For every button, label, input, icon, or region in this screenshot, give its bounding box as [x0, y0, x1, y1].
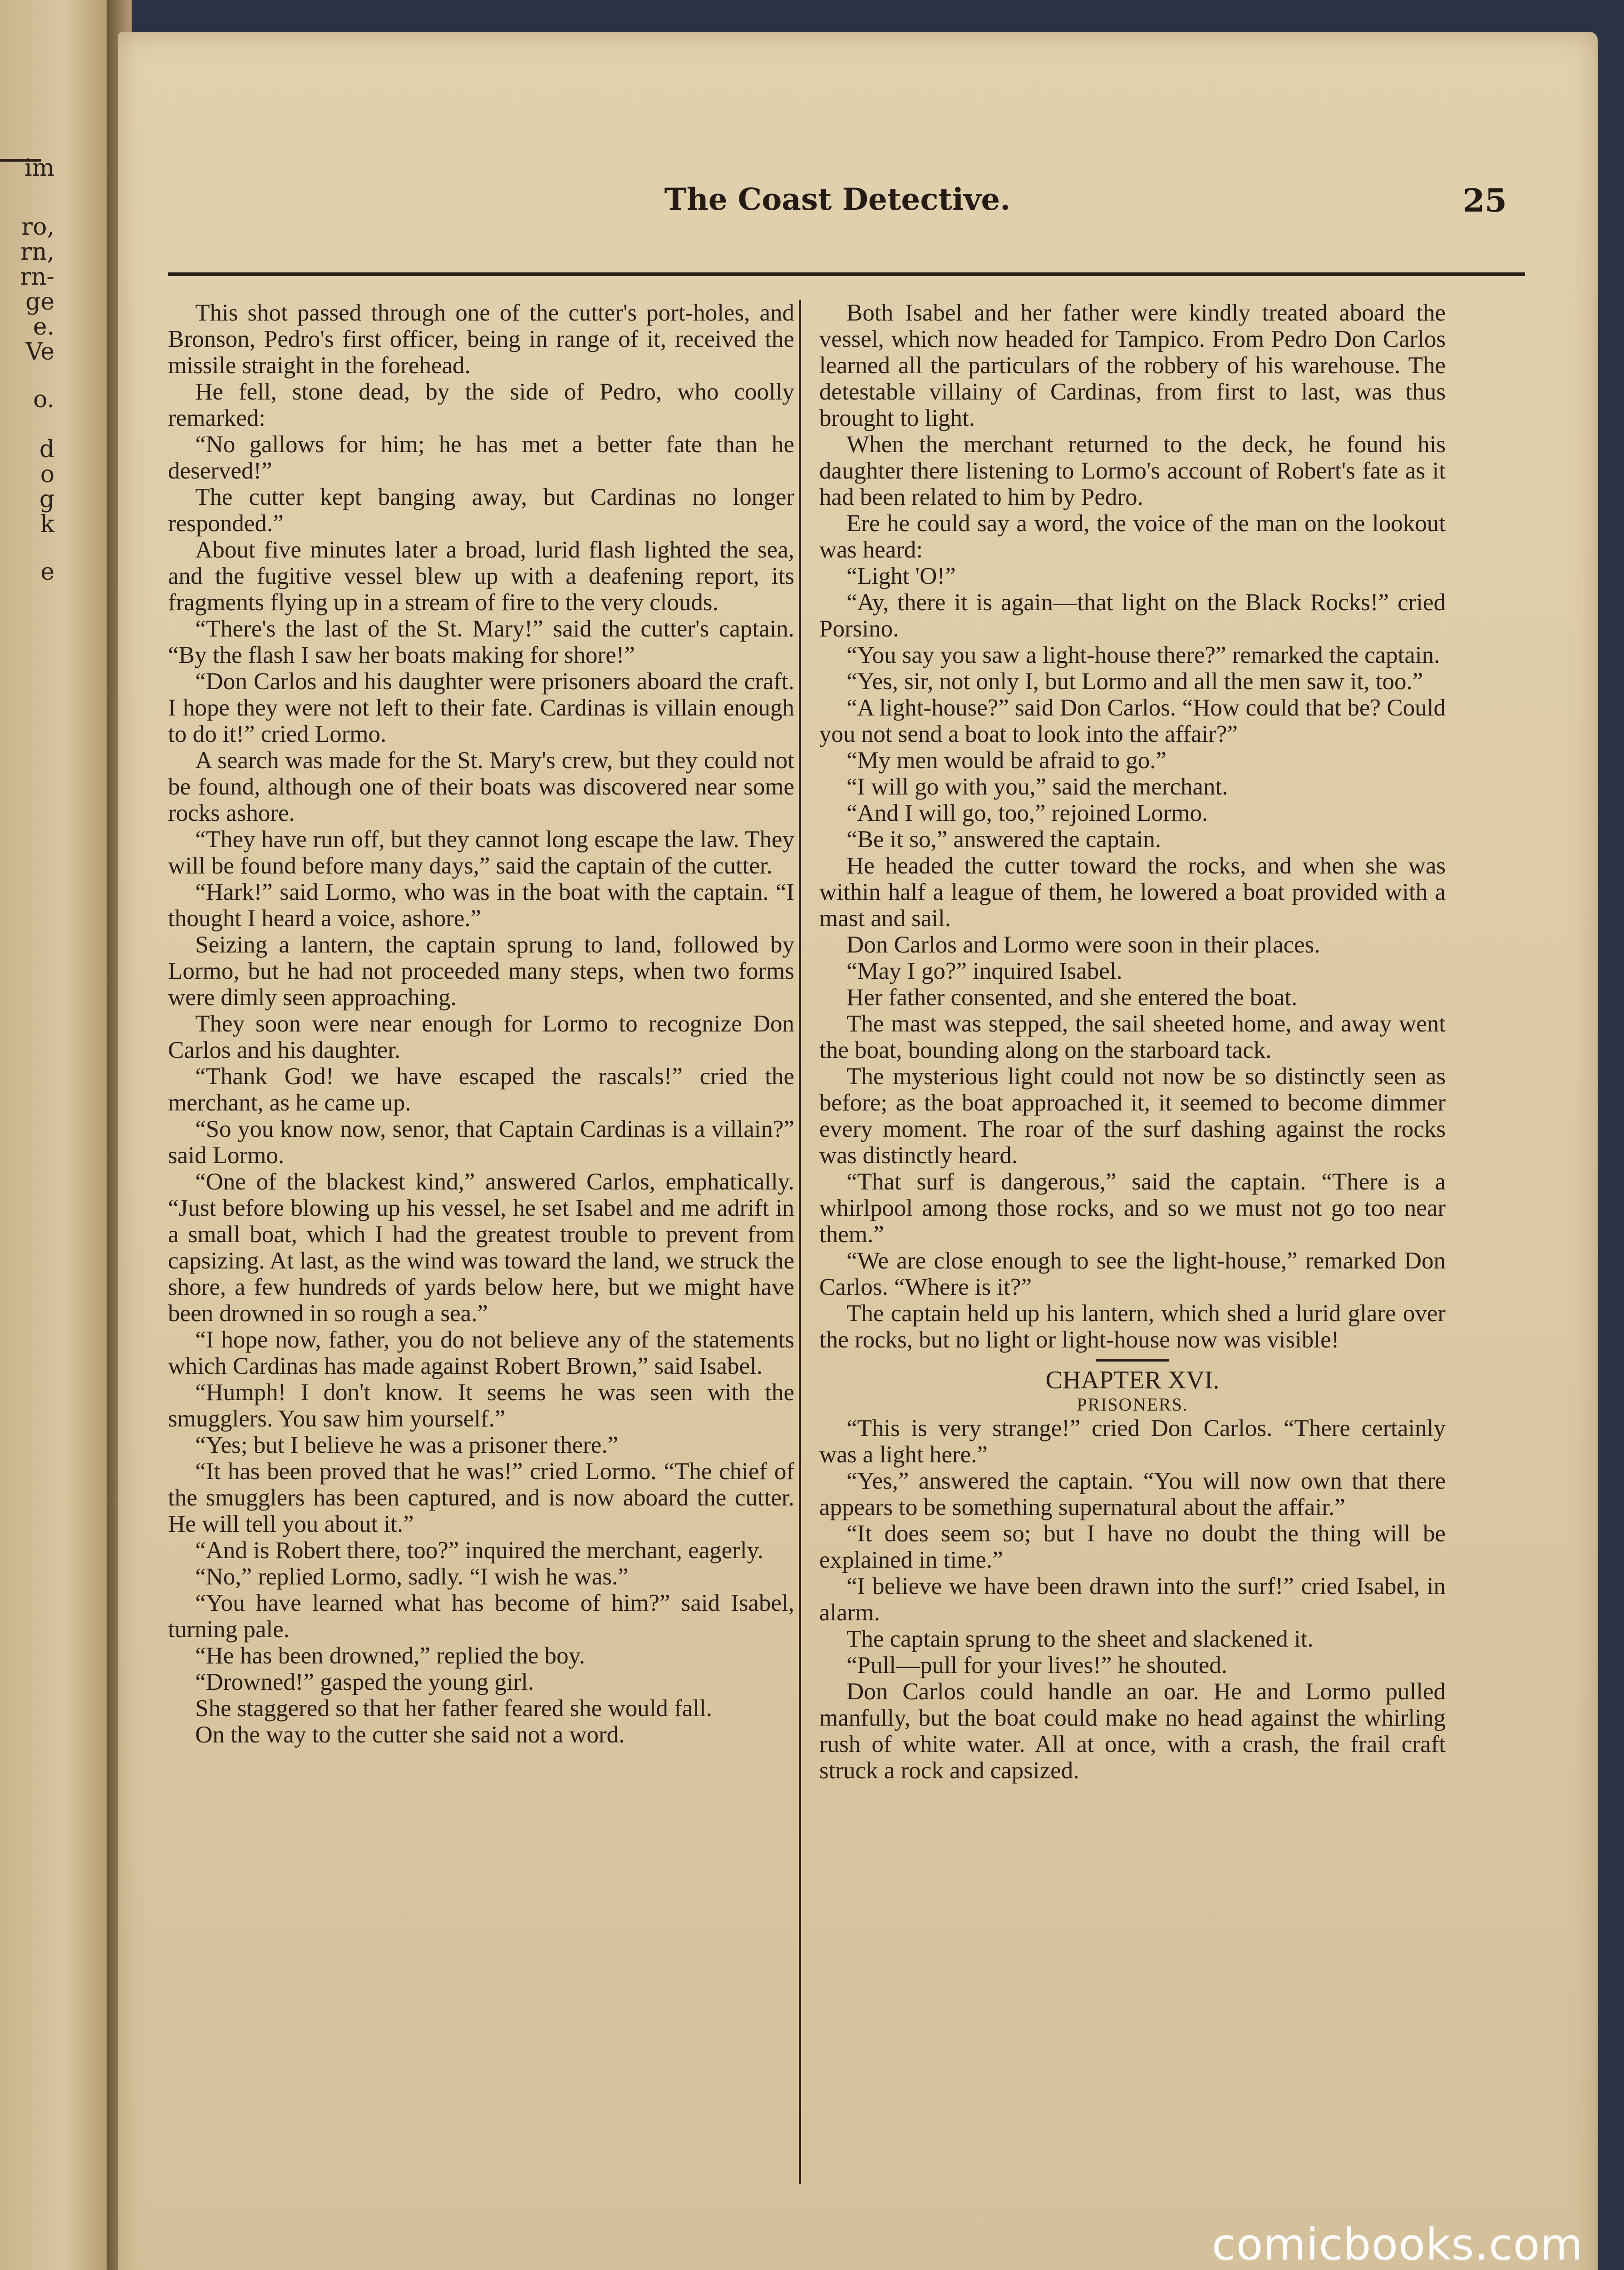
paragraph: She staggered so that her father feared she would fall.: [195, 1695, 713, 1722]
paragraph: “And I will go, too,” rejoined Lormo.: [846, 800, 1208, 826]
left-page-text-fragment: im: [25, 154, 54, 182]
paragraph: “So you know now, senor, that Captain Cardinas is a villain?” said Lormo.: [168, 1116, 794, 1169]
left-page-text-fragment: d: [39, 436, 54, 463]
paragraph: “Yes,” answered the captain. “You will now own that there appears to be something supernatural about the affair.”: [819, 1468, 1446, 1520]
paragraph: “It has been proved that he was!” cried Lormo. “The chief of the smugglers has been captured, and is now aboard the cutter. He will tell you about it.”: [168, 1458, 794, 1537]
site-watermark: comicbooks.com: [1211, 2219, 1583, 2270]
paragraph: “It does seem so; but I have no doubt the thing will be explained in time.”: [819, 1520, 1446, 1573]
paragraph: “A light-house?” said Don Carlos. “How could that be? Could you not send a boat to look into the affair?”: [819, 695, 1446, 747]
paragraph: “Yes, sir, not only I, but Lormo and all the men saw it, too.”: [846, 668, 1423, 695]
paragraph: Don Carlos could handle an oar. He and Lormo pulled manfully, but the boat could make no head against the whirling rush of white water. All at once, with a crash, the frail craft struck a rock and capsized.: [819, 1678, 1446, 1784]
running-title: The Coast Detective.: [664, 182, 1011, 217]
left-page-text-fragment: o.: [33, 386, 54, 413]
paragraph: Her father consented, and she entered the boat.: [846, 984, 1298, 1011]
paragraph: “I hope now, father, you do not believe any of the statements which Cardinas has made against Robert Brown,” said Isabel.: [168, 1327, 794, 1379]
paragraph: “Drowned!” gasped the young girl.: [195, 1669, 534, 1695]
running-header: [168, 182, 1507, 245]
left-page-text-fragment: Ve: [25, 338, 54, 365]
paragraph: “One of the blackest kind,” answered Carlos, emphatically. “Just before blowing up his vessel, he set Isabel and me adrift in a small boat, which I had the greatest trouble to prevent from capsizing. At last, as the wind was toward the land, we struck the shore, a few hundreds of yards below here, but we might have been drowned in so rough a sea.”: [168, 1169, 794, 1327]
chapter-rule: [1096, 1359, 1169, 1362]
paragraph: The captain sprung to the sheet and slackened it.: [846, 1626, 1314, 1652]
left-page-text-fragment: rn-: [20, 263, 54, 291]
paragraph: “He has been drowned,” replied the boy.: [195, 1643, 585, 1669]
chapter-title: CHAPTER XVI.: [1045, 1366, 1220, 1394]
right-column: [819, 300, 1446, 2188]
paragraph: Seizing a lantern, the captain sprung to land, followed by Lormo, but he had not proceeded many steps, when two forms were dimly seen approaching.: [168, 932, 794, 1011]
paragraph: Ere he could say a word, the voice of the man on the lookout was heard:: [819, 510, 1446, 563]
paragraph: On the way to the cutter she said not a word.: [195, 1722, 625, 1748]
paragraph: The mast was stepped, the sail sheeted home, and away went the boat, bounding along on the starboard tack.: [819, 1011, 1446, 1063]
left-page-edge: [0, 0, 109, 2270]
paragraph: They soon were near enough for Lormo to recognize Don Carlos and his daughter.: [168, 1011, 794, 1063]
paragraph: “Pull—pull for your lives!” he shouted.: [846, 1652, 1228, 1678]
column-divider: [799, 300, 801, 2184]
paragraph: “Don Carlos and his daughter were prisoners aboard the craft. I hope they were not left to their fate. Cardinas is villain enough to do it!” cried Lormo.: [168, 668, 794, 747]
paragraph: “This is very strange!” cried Don Carlos. “There certainly was a light here.”: [819, 1415, 1446, 1468]
paragraph: “Ay, there it is again—that light on the Black Rocks!” cried Porsino.: [819, 589, 1446, 642]
paragraph: “You have learned what has become of him?” said Isabel, turning pale.: [168, 1590, 794, 1643]
paragraph: “No,” replied Lormo, sadly. “I wish he was.”: [195, 1564, 629, 1590]
paragraph: He fell, stone dead, by the side of Pedro, who coolly remarked:: [168, 379, 794, 431]
paragraph: “I believe we have been drawn into the surf!” cried Isabel, in alarm.: [819, 1573, 1446, 1626]
paragraph: “And is Robert there, too?” inquired the merchant, eagerly.: [195, 1537, 763, 1564]
paragraph: The cutter kept banging away, but Cardinas no longer responded.”: [168, 484, 794, 537]
paragraph: “Light 'O!”: [846, 563, 956, 589]
page-number: 25: [1462, 182, 1507, 219]
paragraph: Both Isabel and her father were kindly treated aboard the vessel, which now headed for Tampico. From Pedro Don Carlos learned all the particulars of the robbery of his warehouse. The detestable villainy of Cardinas, from first to last, was thus brought to light.: [819, 300, 1446, 431]
paragraph: “There's the last of the St. Mary!” said the cutter's captain. “By the flash I saw her boats making for shore!”: [168, 616, 794, 668]
left-page-text-fragment: ge: [25, 288, 54, 316]
left-page-text-fragment: e: [40, 558, 54, 586]
paragraph: “May I go?” inquired Isabel.: [846, 958, 1122, 984]
paragraph: “No gallows for him; he has met a better fate than he deserved!”: [168, 431, 794, 484]
paragraph: “They have run off, but they cannot long escape the law. They will be found before many days,” said the captain of the cutter.: [168, 826, 794, 879]
left-page-text-fragment: ro,: [21, 213, 54, 241]
paragraph: “My men would be afraid to go.”: [846, 747, 1166, 774]
paragraph: “Humph! I don't know. It seems he was seen with the smugglers. You saw him yourself.”: [168, 1379, 794, 1432]
chapter-subtitle: PRISONERS.: [1077, 1394, 1188, 1415]
left-page-text-fragment: rn,: [20, 238, 54, 266]
paragraph: About five minutes later a broad, lurid flash lighted the sea, and the fugitive vessel blew up with a deafening report, its fragments flying up in a stream of fire to the very clouds.: [168, 537, 794, 616]
paragraph: “I will go with you,” said the merchant.: [846, 774, 1228, 800]
left-page-text-fragment: k: [40, 511, 54, 538]
paragraph: The captain held up his lantern, which shed a lurid glare over the rocks, but no light or light-house now was visible!: [819, 1300, 1446, 1353]
paragraph: “Hark!” said Lormo, who was in the boat with the captain. “I thought I heard a voice, ashore.”: [168, 879, 794, 932]
left-page-text-fragment: o: [40, 461, 54, 488]
left-page-text-fragment: g: [39, 486, 54, 513]
paragraph: “We are close enough to see the light-house,” remarked Don Carlos. “Where is it?”: [819, 1248, 1446, 1300]
paragraph: When the merchant returned to the deck, he found his daughter there listening to Lormo's account of Robert's fate as it had been related to him by Pedro.: [819, 431, 1446, 510]
paragraph: He headed the cutter toward the rocks, and when she was within half a league of them, he lowered a boat provided with a mast and sail.: [819, 853, 1446, 932]
paragraph: “That surf is dangerous,” said the captain. “There is a whirlpool among those rocks, and so we must not go too near them.”: [819, 1169, 1446, 1248]
left-page-text-fragment: e.: [33, 313, 54, 340]
header-rule: [168, 272, 1525, 276]
paragraph: This shot passed through one of the cutter's port-holes, and Bronson, Pedro's first officer, being in range of it, received the missile straight in the forehead.: [168, 300, 794, 379]
paragraph: The mysterious light could not now be so distinctly seen as before; as the boat approached it, it seemed to become dimmer every moment. The roar of the surf dashing against the rocks was distinctly heard.: [819, 1063, 1446, 1169]
left-column: [168, 300, 794, 2188]
paragraph: “Be it so,” answered the captain.: [846, 826, 1161, 853]
paragraph: Don Carlos and Lormo were soon in their places.: [846, 932, 1320, 958]
magazine-page: [118, 32, 1598, 2270]
paragraph: “You say you saw a light-house there?” remarked the captain.: [846, 642, 1440, 668]
paragraph: A search was made for the St. Mary's crew, but they could not be found, although one of their boats was discovered near some rocks ashore.: [168, 747, 794, 826]
paragraph: “Thank God! we have escaped the rascals!” cried the merchant, as he came up.: [168, 1063, 794, 1116]
paragraph: “Yes; but I believe he was a prisoner there.”: [195, 1432, 619, 1458]
